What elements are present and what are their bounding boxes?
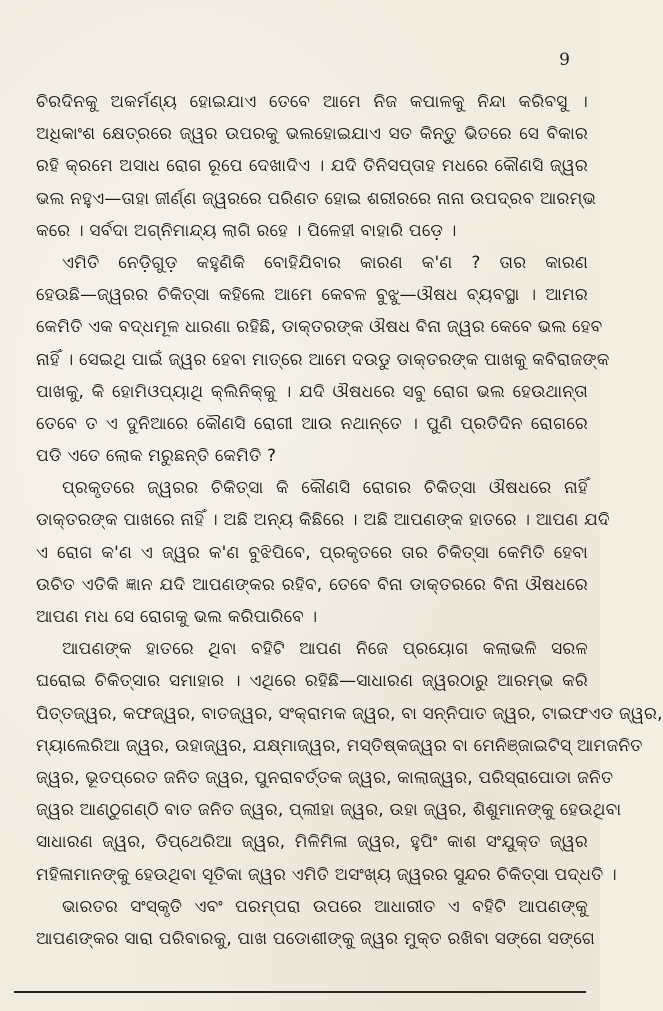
paragraph-1 [36, 86, 597, 247]
text-line: ଚିରଦିନକୁ ଅକର୍ମଣ୍ୟ ହୋଇଯାଏ ତେବେ ଆମେ ନିଜ କପାଳକୁ ନିନ୍ଦା କରିବସୁ । [36, 92, 588, 112]
text-line: ପଡି ଏତେ ଲୋକ ମରୁଛନ୍ତି କେମିତି ? [36, 446, 277, 467]
footer-rule [14, 991, 586, 993]
paragraph-5 [36, 891, 595, 955]
text-line: ଜ୍ୱର ଆଣ୍ଠୁଗଣ୍ଠି ବାତ ଜନିତ ଜ୍ୱର, ପ୍ଲୀହା ଜ୍ୱର, ଉହା ଜ୍ୱର, ଶିଶୁମାନଙ୍କୁ ହେଉଥିବା [36, 800, 622, 821]
text-line: ମ୍ୟାଲେରିଆ ଜ୍ୱର, ଉହାଜ୍ୱର, ଯକ୍ଷ୍ମାଜ୍ୱର, ମସ୍ତିଷ୍କଜ୍ୱର ବା ମେନିଞ୍ଜାଇଟିସ୍ ଆମଜନିତ [36, 735, 643, 756]
text-line: ପାଖକୁ, କି ହୋମିଓପ୍ୟାଥି କ୍ଲିନିକ୍‌କୁ । ଯଦି ଔଷଧରେ ସବୁ ରୋଗ ଭଲ ହେଉଥାନ୍ତା [36, 381, 588, 402]
text-line: ଆପଣ ମଧ ସେ ରୋଗକୁ ଭଲ କରିପାରିବେ । [36, 607, 318, 627]
paragraph-4 [36, 633, 663, 891]
text-line: ଏ ରୋଗ କ'ଣ ଏ ଜ୍ୱର କ'ଣ ବୁଝିପିବେ, ପ୍ରକୃତରେ ତାର ଚିକିତ୍ସା କେମିତି ହେବା [36, 542, 588, 563]
text-line: ପ୍ରକୃତରେ ଜ୍ୱରର ଚିକିତ୍ସା କି କୌଣସି ରୋଗର ଚିକିତ୍ସା ଔଷଧରେ ନାହିଁ [62, 478, 588, 499]
text-line: ସାଧାରଣ ଜ୍ୱର, ଡିପ୍‌ଥେରିଆ ଜ୍ୱର, ମିଳିମିଳା ଜ୍ୱର, ହୁପିଂ କାଶ ସଂଯୁକ୍ତ ଜ୍ୱର [36, 832, 588, 853]
text-line: ହେଉଛି—ଜ୍ୱରର ଚିକିତ୍ସା କହିଲେ ଆମେ କେବଳ ବୁଝୁ—ଔଷଧ ବ୍ୟବସ୍ଥା । ଆମର [36, 285, 588, 306]
text-line: ପିତ୍ତଜ୍ୱର, କଫଜ୍ୱର, ବାତଜ୍ୱର, ସଂକ୍ରାମକ ଜ୍ୱର, ବା ସନ୍ନିପାତ ଜ୍ୱର, ଟାଇଫଏଡ ଜ୍ୱର, [36, 703, 663, 724]
text-line: ମହିଳାମାନଙ୍କୁ ହେଉଥିବା ସୂତିକା ଜ୍ୱର ଏମିତି ଅସଂଖ୍ୟ ଜ୍ୱରର ସୁନ୍ଦର ଚିକିତ୍ସା ପଦ୍ଧତି । [36, 864, 617, 885]
paragraph-2 [36, 247, 610, 472]
text-line: ଘରୋଇ ଚିକିତ୍ସାର ସମାହାର । ଏଥିରେ ରହିଛି—ସାଧାରଣ ଜ୍ୱରଠାରୁ ଆରମ୍ଭ କରି [36, 671, 588, 692]
text-line: ଭାରତର ସଂସ୍କୃତି ଏବଂ ପରମ୍ପରା ଉପରେ ଆଧାରୀତ ଏ ବହିଟି ଆପଣଙ୍କୁ [62, 896, 588, 917]
text-line: ଡାକ୍ତରଙ୍କ ପାଖରେ ନାହିଁ । ଅଛି ଅନ୍ୟ କିଛିରେ । ଅଛି ଆପଣଙ୍କ ହାତରେ । ଆପଣ ଯଦି [36, 510, 610, 531]
text-line: ଅଧିକାଂଶ କ୍ଷେତ୍ରରେ ଜ୍ୱର ଉପରକୁ ଭଲହୋଇଯାଏ ସତ କିନ୍ତୁ ଭିତରେ ସେ ବିକାର [36, 124, 588, 145]
text-line: କରେ । ସର୍ବଦା ଅଗ୍ନିମାନ୍ଦ୍ୟ ଲାଗି ରହେ । ପିଳେହୀ ବାହାରି ପଡ଼େ । [36, 220, 457, 241]
text-line: ଆପଣଙ୍କ ହାତରେ ଥିବା ବହିଟି ଆପଣ ନିଜେ ପ୍ରୟୋଗ କଲାଭଳି ସରଳ [62, 639, 588, 660]
text-line: ଉଚିତ ଏତିକି ଜ୍ଞାନ ଯଦି ଆପଣଙ୍କର ରହିବ, ତେବେ ବିନା ଡାକ୍ତରରେ ବିନା ଔଷଧରେ [36, 574, 588, 595]
page-number: 9 [559, 50, 570, 70]
text-line: ଏମିତି ନେଡ଼ିଗୁଡ଼ କହୁଣିକି ବୋହିଯିବାର କାରଣ କ'ଣ ? ତାର କାରଣ [62, 252, 588, 273]
text-line: ରହି କ୍ରମେ ଅସାଧ ରୋଗ ରୂପେ ଦେଖାଦିଏ । ଯଦି ତିନିସପ୍ତାହ ମଧରେ କୌଣସି ଜ୍ୱର [36, 156, 588, 177]
text-line: ତେବେ ତ ଏ ଦୁନିଆରେ କୌଣସି ରୋଗୀ ଆଉ ନଥାନ୍ତେ । ପୁଣି ପ୍ରତିଦିନ ରୋଗରେ [36, 413, 588, 434]
paragraph-3 [36, 472, 610, 633]
text-line: ଆପଣଙ୍କର ସାରା ପରିବାରକୁ, ପାଖ ପଡୋଶୀଙ୍କୁ ଜ୍ୱର ମୁକ୍ତ ରଖିବା ସଙ୍ଗେ ସଙ୍ଗେ [36, 928, 595, 949]
text-line: କେମିତି ଏକ ବଦ୍ଧମୂଳ ଧାରଣା ରହିଛି, ଡାକ୍ତରଙ୍କ ଔଷଧ ବିନା ଜ୍ୱର କେବେ ଭଲ ହେବ [36, 317, 603, 338]
text-line: ଭଲ ନହୁଏ—ତାହା ଜୀର୍ଣ୍ଣ ଜ୍ୱରରେ ପରିଣତ ହୋଇ ଶରୀରରେ ନାନା ଉପଦ୍ରବ ଆରମ୍ଭ [36, 188, 597, 209]
body-text [36, 86, 663, 955]
text-line: ଜ୍ୱର, ଭୂତପ୍ରେତ ଜନିତ ଜ୍ୱର, ପୁନରାବର୍ତ୍ତକ ଜ୍ୱର, କାଲାଜ୍ୱର, ପରିସ୍ରାପୋଡା ଜନିତ [36, 767, 614, 788]
text-line: ନାହିଁ । ସେଇଥି ପାଇଁ ଜ୍ୱର ହେବା ମାତ୍ରେ ଆମେ ଦଉଡୁ ଡାକ୍ତରଙ୍କ ପାଖକୁ କବିରାଜଙ୍କ [36, 349, 610, 370]
